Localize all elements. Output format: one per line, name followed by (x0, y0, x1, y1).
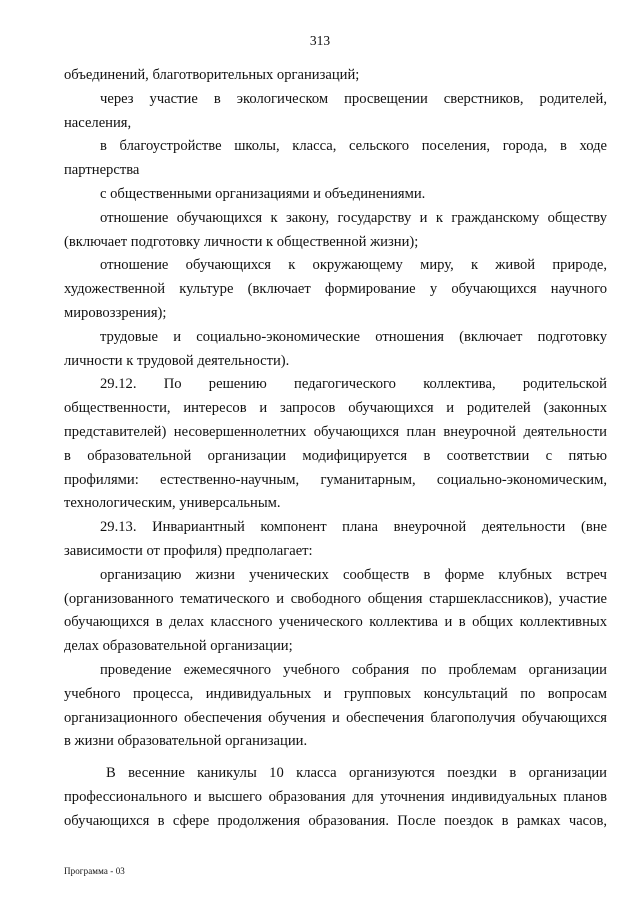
text-line: художественной культуре (включает формирование у обучающихся научного (64, 281, 607, 298)
text-line: 29.13. Инвариантный компонент плана внеурочной деятельности (вне (100, 519, 607, 536)
text-line: проведение ежемесячного учебного собрания по проблемам организации (100, 661, 607, 678)
text-line: трудовые и социально-экономические отношения (включает подготовку (100, 328, 607, 345)
text-line: в образовательной организации модифицируется в соответствии с пятью (64, 447, 607, 464)
text-line: населения, (64, 114, 132, 131)
text-line: в жизни образовательной организации. (64, 733, 308, 750)
text-line: (организованного тематического и свободного общения старшеклассников), участие (64, 590, 607, 607)
text-line: представителей) несовершеннолетних обучающихся план внеурочной деятельности (64, 423, 607, 440)
text-line: 29.12. По решению педагогического коллектива, родительской (100, 376, 607, 393)
text-line: профилями: естественно-научным, гуманитарным, социально-экономическим, (64, 471, 607, 488)
text-line: через участие в экологическом просвещении сверстников, родителей, (100, 90, 607, 107)
text-line: зависимости от профиля) предполагает: (64, 542, 313, 559)
text-line: организационного обеспечения обучения и обеспечения благополучия обучающихся (64, 709, 607, 726)
text-line: делах образовательной организации; (64, 638, 293, 655)
text-line: организацию жизни ученических сообществ в форме клубных встреч (100, 566, 607, 583)
page-number: 313 (309, 33, 331, 48)
text-line: с общественными организациями и объединениями. (100, 185, 426, 202)
text-line: мировоззрения); (64, 304, 167, 321)
text-line: отношение обучающихся к закону, государству и к гражданскому обществу (100, 209, 607, 226)
text-line: в благоустройстве школы, класса, сельского поселения, города, в ходе (100, 138, 607, 155)
text-line: личности к трудовой деятельности). (64, 352, 290, 369)
text-line: партнерства (64, 162, 140, 179)
text-line: В весенние каникулы 10 класса организуются поездки в организации (106, 765, 607, 782)
text-line: (включает подготовку личности к общественной жизни); (64, 233, 419, 250)
text-line: учебного процесса, индивидуальных и групповых консультаций по вопросам (64, 685, 607, 702)
text-line: обучающихся в сфере продолжения образования. После поездок в рамках часов, (64, 812, 607, 829)
paragraph-gap (64, 754, 607, 762)
text-line: объединений, благотворительных организаций; (64, 67, 360, 83)
text-line: обучающихся в делах классного ученического коллектива и в общих коллективных (64, 614, 607, 631)
footer-label: Программа - 03 (64, 866, 125, 876)
text-line: профессионального и высшего образования для уточнения индивидуальных планов (64, 788, 607, 805)
text-line: отношение обучающихся к окружающему миру, к живой природе, (100, 257, 607, 274)
document-body (64, 64, 607, 834)
text-line: технологическим, универсальным. (64, 495, 281, 512)
text-line: общественности, интересов и запросов обучающихся и родителей (законных (64, 400, 607, 417)
